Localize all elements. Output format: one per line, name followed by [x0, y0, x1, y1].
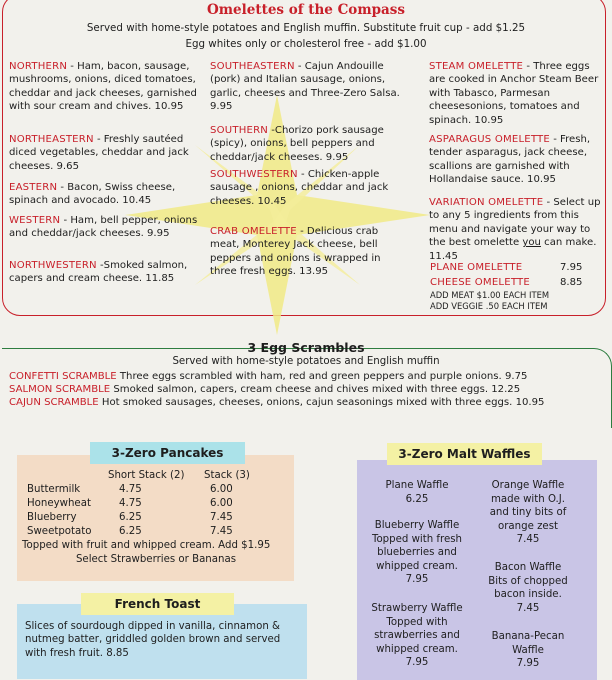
pancake-stack-price: 6.00	[210, 498, 233, 509]
pancake-name: Honeywheat	[27, 498, 91, 509]
waffle-item-banana-pecan: Banana-Pecan Waffle 7.95	[491, 631, 565, 670]
omelettes-subtitle-2: Egg whites only or cholesterol free - add $1.00	[185, 38, 427, 50]
menu-item-northwestern: NORTHWESTERN -Smoked salmon, capers and cream cheese. 11.85	[9, 260, 188, 285]
pancake-stack-price: 6.00	[210, 484, 233, 495]
pancake-stack-price: 7.45	[210, 526, 233, 537]
pancake-name: Buttermilk	[27, 484, 81, 495]
menu-item-confetti-scramble: CONFETTI SCRAMBLE Three eggs scrambled with ham, red and green peppers and purple onions. 9.75	[9, 371, 528, 382]
menu-item-western: WESTERN - Ham, bell pepper, onions and cheddar/jack cheeses. 9.95	[9, 215, 198, 240]
menu-item-cajun-scramble: CAJUN SCRAMBLE Hot smoked sausages, cheeses, onions, cajun seasonings mixed with three eggs. 10.95	[9, 397, 545, 408]
french-toast-title: French Toast	[81, 593, 234, 615]
menu-item-plane-omelette: PLANE OMELETTE	[430, 262, 523, 273]
waffle-item-orange: Orange Waffle made with O.J. and tiny bits of orange zest 7.45	[489, 480, 567, 546]
pancakes-topped-note: Topped with fruit and whipped cream. Add $1.95	[22, 540, 271, 551]
pancakes-title: 3-Zero Pancakes	[90, 442, 245, 464]
menu-item-southern: SOUTHERN -Chorizo pork sausage (spicy), onions, bell peppers and cheddar/jack cheeses. 9.95	[210, 125, 384, 163]
waffle-item-blueberry: Blueberry Waffle Topped with fresh blueberries and whipped cream. 7.95	[371, 520, 463, 586]
waffle-item-plane: Plane Waffle 6.25	[385, 480, 449, 505]
menu-item-salmon-scramble: SALMON SCRAMBLE Smoked salmon, capers, cream cheese and chives mixed with three eggs. 12.25	[9, 384, 521, 395]
price-cheese-omelette: 8.85	[560, 277, 583, 288]
waffle-item-bacon: Bacon Waffle Bits of chopped bacon inside. 7.45	[488, 562, 568, 614]
omelettes-title: Omelettes of the Compass	[207, 2, 405, 18]
waffle-item-strawberry: Strawberry Waffle Topped with strawberries and whipped cream. 7.95	[371, 603, 463, 669]
waffles-title: 3-Zero Malt Waffles	[387, 443, 542, 465]
menu-item-asparagus-omelette: ASPARAGUS OMELETTE - Fresh, tender asparagus, jack cheese, scallions are garnished with Hollandaise sauce. 10.95	[429, 134, 591, 186]
menu-item-southwestern: SOUTHWESTERN - Chicken-apple sausage , onions, cheddar and jack cheeses. 10.45	[210, 169, 389, 207]
pancake-short-price: 6.25	[119, 526, 142, 537]
col-short-stack: Short Stack (2)	[108, 470, 185, 481]
scrambles-title: 3 Egg Scrambles	[247, 340, 365, 355]
pancake-short-price: 6.25	[119, 512, 142, 523]
menu-item-crab-omelette: CRAB OMELETTE - Delicious crab meat, Monterey Jack cheese, bell peppers and onions is wrapped in three fresh eggs. 13.95	[210, 226, 381, 278]
pancake-stack-price: 7.45	[210, 512, 233, 523]
add-veggie-note: ADD VEGGIE .50 EACH ITEM	[430, 301, 548, 311]
scrambles-subtitle: Served with home-style potatoes and English muffin	[172, 356, 440, 367]
menu-item-steam-omelette: STEAM OMELETTE - Three eggs are cooked in Anchor Steam Beer with Tabasco, Parmesan cheesesonions, tomatoes and spinach. 10.95	[429, 61, 599, 126]
pancake-short-price: 4.75	[119, 484, 142, 495]
col-stack: Stack (3)	[204, 470, 250, 481]
menu-item-variation-omelette: VARIATION OMELETTE - Select up to any 5 ingredients from this menu and navigate your way to the best omelette you can make. 11.45	[429, 197, 601, 262]
omelettes-subtitle: Served with home-style potatoes and English muffin. Substitute fruit cup - add $1.25	[86, 22, 526, 34]
pancake-name: Sweetpotato	[27, 526, 92, 537]
menu-item-southeastern: SOUTHEASTERN - Cajun Andouille (pork) and Italian sausage, onions, garlic, cheeses and Three-Zero Salsa. 9.95	[210, 61, 400, 113]
pancakes-select-note: Select Strawberries or Bananas	[75, 554, 237, 565]
menu-item-northern: NORTHERN - Ham, bacon, sausage, mushrooms, onions, diced tomatoes, cheddar and jack cheeses, garnished with sour cream and chives. 10.95	[9, 61, 197, 113]
menu-item-cheese-omelette: CHEESE OMELETTE	[430, 277, 530, 288]
menu-item-eastern: EASTERN - Bacon, Swiss cheese, spinach and avocado. 10.45	[9, 182, 176, 207]
price-plane-omelette: 7.95	[560, 262, 583, 273]
french-toast-description: Slices of sourdough dipped in vanilla, cinnamon & nutmeg batter, griddled golden brown and served with fresh fruit. 8.85	[25, 621, 281, 659]
menu-item-northeastern: NORTHEASTERN - Freshly sautéed diced vegetables, cheddar and jack cheeses. 9.65	[9, 134, 189, 172]
pancake-short-price: 4.75	[119, 498, 142, 509]
pancake-name: Blueberry	[27, 512, 77, 523]
add-meat-note: ADD MEAT $1.00 EACH ITEM	[430, 290, 550, 300]
